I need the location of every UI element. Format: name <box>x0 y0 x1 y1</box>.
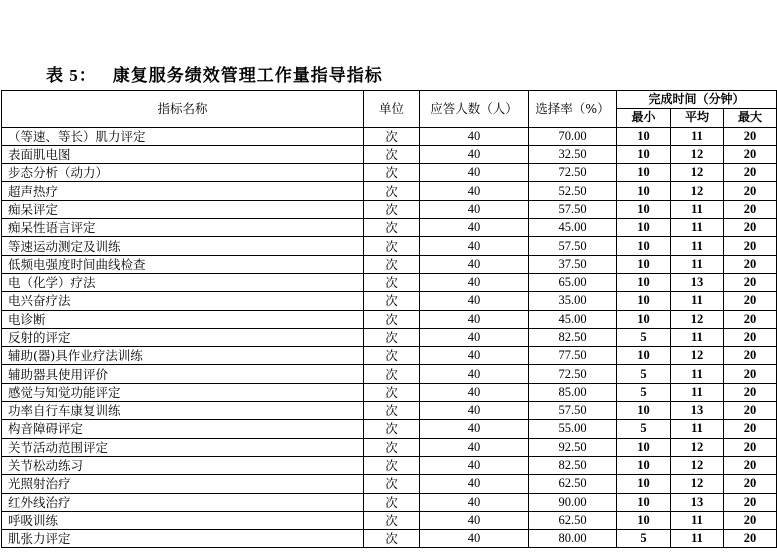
cell-max: 20 <box>724 219 777 237</box>
cell-unit: 次 <box>364 164 420 182</box>
table-title-text: 康复服务绩效管理工作量指导指标 <box>112 66 383 86</box>
cell-avg: 11 <box>671 219 724 237</box>
cell-min: 10 <box>617 292 671 310</box>
cell-count: 40 <box>420 182 529 200</box>
cell-rate: 65.00 <box>529 273 617 291</box>
cell-avg: 12 <box>671 164 724 182</box>
cell-avg: 13 <box>671 402 724 420</box>
table-row <box>2 145 777 163</box>
cell-unit: 次 <box>364 292 420 310</box>
cell-avg: 11 <box>671 383 724 401</box>
table-row <box>2 292 777 310</box>
cell-rate: 72.50 <box>529 365 617 383</box>
cell-name: 超声热疗 <box>2 182 364 200</box>
cell-avg: 13 <box>671 493 724 511</box>
cell-min: 5 <box>617 365 671 383</box>
cell-count: 40 <box>420 456 529 474</box>
cell-count: 40 <box>420 145 529 163</box>
cell-max: 20 <box>724 145 777 163</box>
cell-count: 40 <box>420 383 529 401</box>
cell-name: 辅助器具使用评价 <box>2 365 364 383</box>
cell-unit: 次 <box>364 310 420 328</box>
cell-max: 20 <box>724 456 777 474</box>
cell-avg: 11 <box>671 530 724 548</box>
cell-name: 步态分析（动力） <box>2 164 364 182</box>
header-rate: 选择率（%） <box>529 91 617 128</box>
table-row <box>2 475 777 493</box>
cell-avg: 12 <box>671 182 724 200</box>
cell-avg: 12 <box>671 310 724 328</box>
cell-rate: 55.00 <box>529 420 617 438</box>
cell-min: 5 <box>617 383 671 401</box>
cell-rate: 32.50 <box>529 145 617 163</box>
table-row <box>2 237 777 255</box>
cell-rate: 72.50 <box>529 164 617 182</box>
cell-unit: 次 <box>364 383 420 401</box>
table-row <box>2 219 777 237</box>
cell-min: 10 <box>617 237 671 255</box>
cell-avg: 11 <box>671 420 724 438</box>
cell-max: 20 <box>724 475 777 493</box>
cell-max: 20 <box>724 347 777 365</box>
cell-count: 40 <box>420 200 529 218</box>
cell-avg: 11 <box>671 255 724 273</box>
cell-max: 20 <box>724 365 777 383</box>
cell-unit: 次 <box>364 347 420 365</box>
cell-name: 反射的评定 <box>2 328 364 346</box>
cell-name: 痴呆评定 <box>2 200 364 218</box>
cell-rate: 77.50 <box>529 347 617 365</box>
cell-unit: 次 <box>364 200 420 218</box>
cell-unit: 次 <box>364 475 420 493</box>
cell-unit: 次 <box>364 145 420 163</box>
cell-unit: 次 <box>364 182 420 200</box>
cell-max: 20 <box>724 255 777 273</box>
cell-max: 20 <box>724 310 777 328</box>
cell-avg: 11 <box>671 292 724 310</box>
cell-min: 10 <box>617 255 671 273</box>
cell-name: 电诊断 <box>2 310 364 328</box>
table-row <box>2 383 777 401</box>
cell-min: 10 <box>617 200 671 218</box>
cell-rate: 57.50 <box>529 237 617 255</box>
cell-unit: 次 <box>364 420 420 438</box>
table-row <box>2 164 777 182</box>
table-row <box>2 511 777 529</box>
cell-min: 10 <box>617 182 671 200</box>
cell-min: 10 <box>617 511 671 529</box>
table-row <box>2 456 777 474</box>
cell-unit: 次 <box>364 438 420 456</box>
cell-avg: 11 <box>671 200 724 218</box>
cell-count: 40 <box>420 420 529 438</box>
cell-max: 20 <box>724 420 777 438</box>
cell-min: 10 <box>617 475 671 493</box>
cell-rate: 85.00 <box>529 383 617 401</box>
header-avg: 平均 <box>671 109 724 127</box>
cell-count: 40 <box>420 292 529 310</box>
cell-max: 20 <box>724 438 777 456</box>
cell-count: 40 <box>420 255 529 273</box>
cell-avg: 13 <box>671 273 724 291</box>
table-number: 表 5： <box>46 66 97 85</box>
cell-rate: 82.50 <box>529 328 617 346</box>
cell-count: 40 <box>420 475 529 493</box>
table-row <box>2 200 777 218</box>
cell-count: 40 <box>420 237 529 255</box>
cell-max: 20 <box>724 328 777 346</box>
table-row <box>2 255 777 273</box>
cell-rate: 57.50 <box>529 402 617 420</box>
cell-rate: 37.50 <box>529 255 617 273</box>
cell-unit: 次 <box>364 219 420 237</box>
table-row <box>2 365 777 383</box>
cell-rate: 82.50 <box>529 456 617 474</box>
table-row <box>2 402 777 420</box>
cell-rate: 45.00 <box>529 219 617 237</box>
table-row <box>2 328 777 346</box>
table-title <box>46 61 383 86</box>
workload-table <box>1 90 777 548</box>
cell-name: 电（化学）疗法 <box>2 273 364 291</box>
cell-rate: 45.00 <box>529 310 617 328</box>
cell-rate: 70.00 <box>529 127 617 145</box>
cell-rate: 57.50 <box>529 200 617 218</box>
cell-min: 10 <box>617 456 671 474</box>
cell-avg: 11 <box>671 328 724 346</box>
table-row <box>2 273 777 291</box>
cell-rate: 80.00 <box>529 530 617 548</box>
cell-rate: 62.50 <box>529 511 617 529</box>
cell-rate: 62.50 <box>529 475 617 493</box>
cell-name: （等速、等长）肌力评定 <box>2 127 364 145</box>
cell-min: 10 <box>617 493 671 511</box>
cell-min: 10 <box>617 127 671 145</box>
cell-avg: 11 <box>671 237 724 255</box>
cell-name: 红外线治疗 <box>2 493 364 511</box>
cell-name: 功率自行车康复训练 <box>2 402 364 420</box>
cell-count: 40 <box>420 530 529 548</box>
cell-avg: 12 <box>671 145 724 163</box>
header-min: 最小 <box>617 109 671 127</box>
cell-rate: 92.50 <box>529 438 617 456</box>
cell-name: 关节松动练习 <box>2 456 364 474</box>
cell-max: 20 <box>724 292 777 310</box>
cell-min: 10 <box>617 347 671 365</box>
cell-name: 感觉与知觉功能评定 <box>2 383 364 401</box>
cell-name: 等速运动测定及训练 <box>2 237 364 255</box>
cell-max: 20 <box>724 511 777 529</box>
cell-count: 40 <box>420 164 529 182</box>
cell-max: 20 <box>724 493 777 511</box>
cell-name: 构音障碍评定 <box>2 420 364 438</box>
cell-count: 40 <box>420 402 529 420</box>
cell-min: 10 <box>617 219 671 237</box>
cell-name: 电兴奋疗法 <box>2 292 364 310</box>
table-row <box>2 493 777 511</box>
header-name: 指标名称 <box>2 91 364 128</box>
cell-max: 20 <box>724 273 777 291</box>
cell-min: 5 <box>617 328 671 346</box>
cell-min: 10 <box>617 438 671 456</box>
cell-count: 40 <box>420 328 529 346</box>
cell-name: 低频电强度时间曲线检查 <box>2 255 364 273</box>
table-body <box>2 127 777 548</box>
cell-max: 20 <box>724 237 777 255</box>
cell-rate: 35.00 <box>529 292 617 310</box>
cell-unit: 次 <box>364 365 420 383</box>
cell-count: 40 <box>420 365 529 383</box>
table-row <box>2 347 777 365</box>
cell-avg: 12 <box>671 456 724 474</box>
cell-unit: 次 <box>364 237 420 255</box>
table-row <box>2 438 777 456</box>
cell-rate: 90.00 <box>529 493 617 511</box>
cell-unit: 次 <box>364 273 420 291</box>
cell-avg: 12 <box>671 475 724 493</box>
cell-max: 20 <box>724 530 777 548</box>
cell-min: 10 <box>617 164 671 182</box>
cell-name: 肌张力评定 <box>2 530 364 548</box>
cell-unit: 次 <box>364 456 420 474</box>
cell-count: 40 <box>420 438 529 456</box>
cell-count: 40 <box>420 310 529 328</box>
cell-unit: 次 <box>364 493 420 511</box>
cell-count: 40 <box>420 219 529 237</box>
cell-count: 40 <box>420 347 529 365</box>
table-row <box>2 127 777 145</box>
cell-min: 5 <box>617 420 671 438</box>
cell-name: 表面肌电图 <box>2 145 364 163</box>
cell-name: 痴呆性语言评定 <box>2 219 364 237</box>
cell-max: 20 <box>724 164 777 182</box>
header-unit: 单位 <box>364 91 420 128</box>
cell-rate: 52.50 <box>529 182 617 200</box>
cell-avg: 11 <box>671 127 724 145</box>
cell-unit: 次 <box>364 255 420 273</box>
cell-unit: 次 <box>364 511 420 529</box>
cell-min: 5 <box>617 530 671 548</box>
table-row <box>2 530 777 548</box>
cell-max: 20 <box>724 402 777 420</box>
table-row <box>2 310 777 328</box>
cell-avg: 12 <box>671 347 724 365</box>
cell-avg: 11 <box>671 365 724 383</box>
header-max: 最大 <box>724 109 777 127</box>
cell-unit: 次 <box>364 328 420 346</box>
cell-min: 10 <box>617 145 671 163</box>
cell-min: 10 <box>617 310 671 328</box>
cell-name: 关节活动范围评定 <box>2 438 364 456</box>
cell-max: 20 <box>724 200 777 218</box>
cell-max: 20 <box>724 383 777 401</box>
cell-name: 光照射治疗 <box>2 475 364 493</box>
cell-count: 40 <box>420 511 529 529</box>
table-row <box>2 420 777 438</box>
cell-avg: 11 <box>671 511 724 529</box>
cell-unit: 次 <box>364 127 420 145</box>
cell-count: 40 <box>420 127 529 145</box>
header-count: 应答人数（人） <box>420 91 529 128</box>
cell-count: 40 <box>420 273 529 291</box>
cell-count: 40 <box>420 493 529 511</box>
cell-unit: 次 <box>364 402 420 420</box>
cell-max: 20 <box>724 127 777 145</box>
cell-avg: 12 <box>671 438 724 456</box>
cell-unit: 次 <box>364 530 420 548</box>
table-row <box>2 182 777 200</box>
cell-min: 10 <box>617 402 671 420</box>
header-time: 完成时间（分钟） <box>617 91 777 109</box>
cell-max: 20 <box>724 182 777 200</box>
cell-name: 辅助(器)具作业疗法训练 <box>2 347 364 365</box>
cell-min: 10 <box>617 273 671 291</box>
cell-name: 呼吸训练 <box>2 511 364 529</box>
